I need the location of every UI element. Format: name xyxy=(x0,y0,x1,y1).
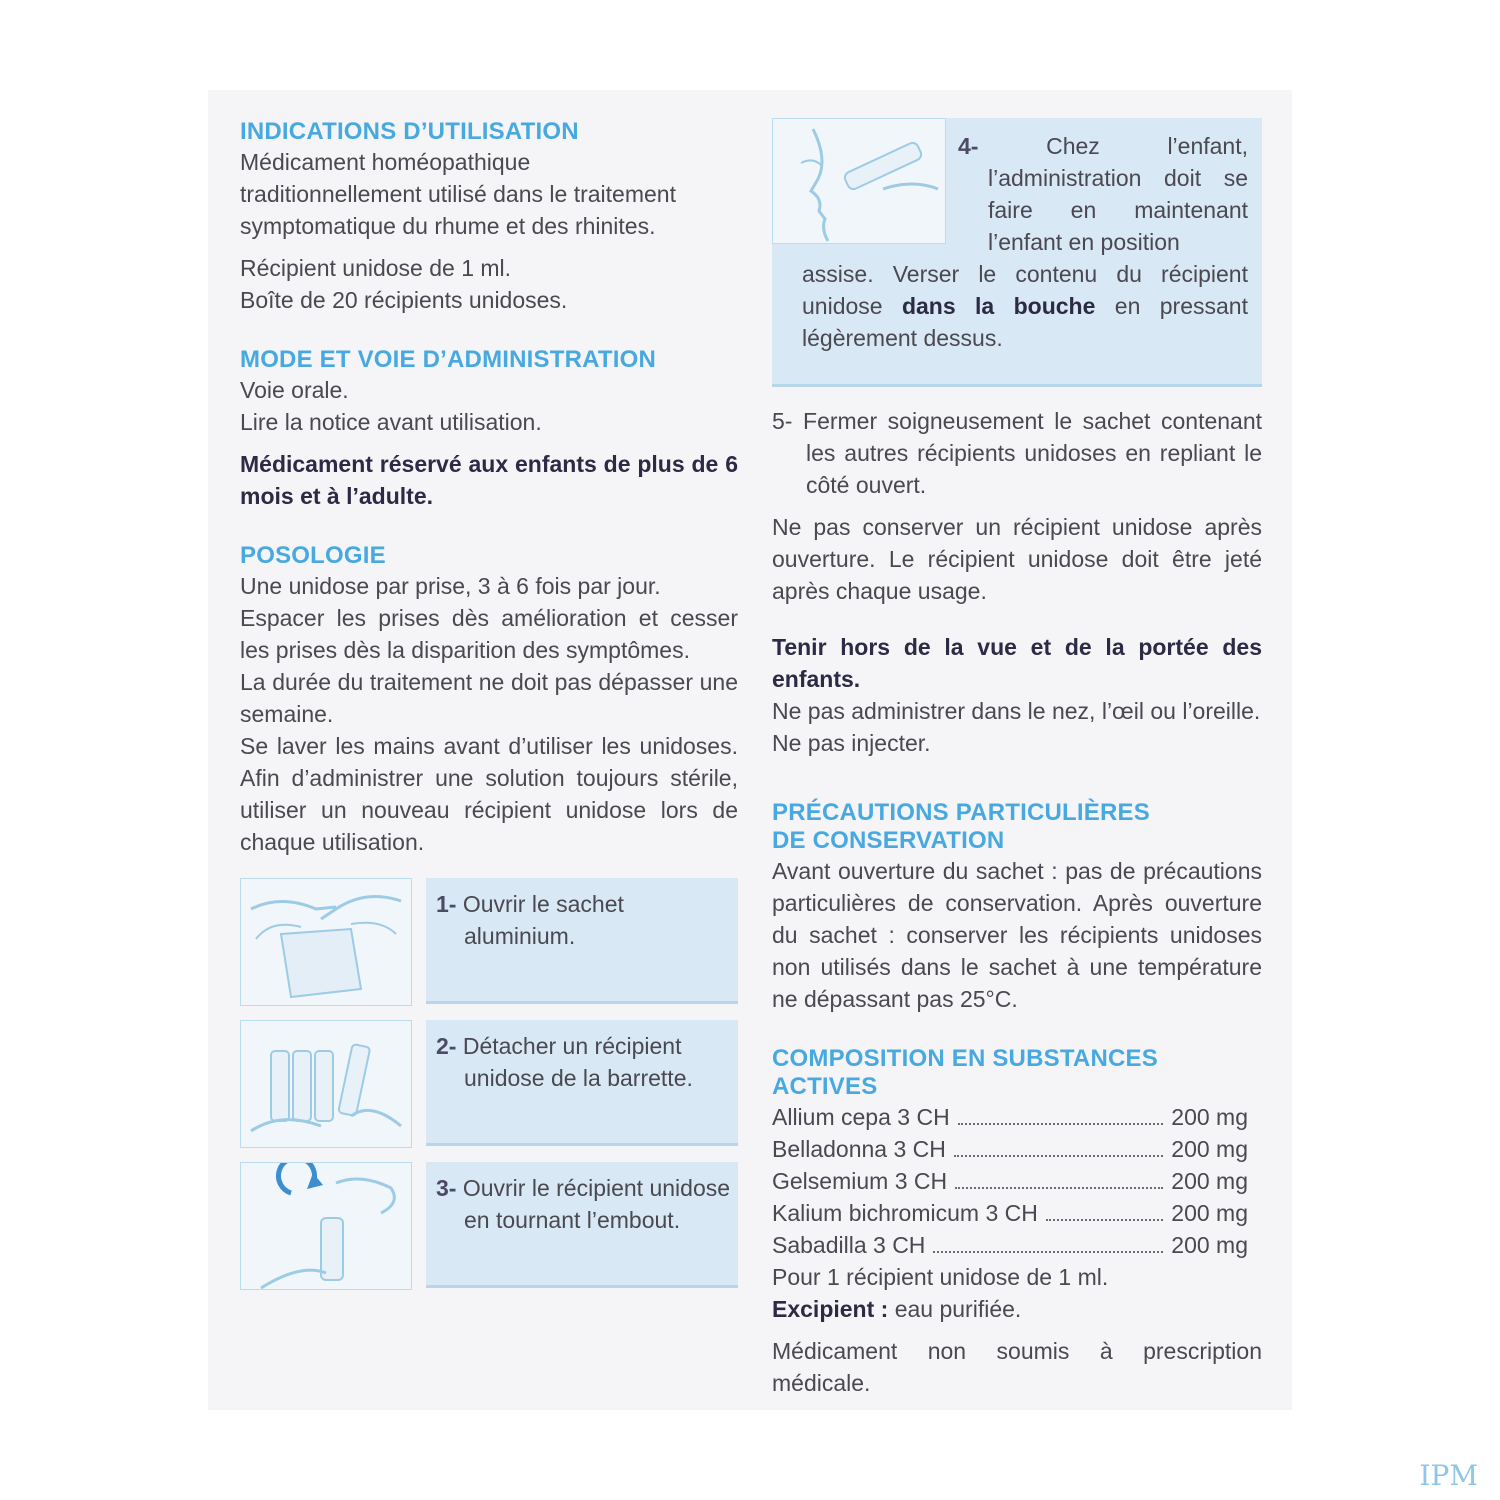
duration-text: La durée du traitement ne doit pas dépasser une semaine. xyxy=(240,669,738,727)
ingredient-row xyxy=(772,1165,1248,1197)
leader-dots xyxy=(1046,1219,1163,1221)
indications-text: Médicament homéopathique traditionnellement utilisé dans le traitement symptomatique du rhume et des rhinites. xyxy=(240,149,676,239)
precautions-heading-2: DE CONSERVATION xyxy=(772,827,1005,854)
step-2-text xyxy=(426,1020,738,1146)
step-5-label: Fermer soigneusement le sachet contenant les autres récipients unidoses en repliant le côté ouvert. xyxy=(803,408,1263,498)
step-1 xyxy=(240,878,738,1006)
ingredient-qty: 200 mg xyxy=(1171,1168,1248,1194)
step-4-cont-b: en pressant légèrement dessus. xyxy=(802,293,1248,351)
ingredient-qty: 200 mg xyxy=(1171,1200,1248,1226)
no-injection: Ne pas injecter. xyxy=(772,730,931,756)
leader-dots xyxy=(958,1123,1164,1125)
step-1-label: Ouvrir le sachet aluminium. xyxy=(462,891,624,949)
ingredient-qty: 200 mg xyxy=(1171,1232,1248,1258)
ingredient-qty: 200 mg xyxy=(1171,1136,1248,1162)
indications-heading: INDICATIONS D’UTILISATION xyxy=(240,118,579,145)
excipient-label: Excipient : xyxy=(772,1296,889,1322)
left-column xyxy=(240,118,738,1304)
dose-text: Une unidose par prise, 3 à 6 fois par jour. xyxy=(240,573,661,599)
route-text: Voie orale. xyxy=(240,377,349,403)
step-2-label: Détacher un récipient unidose de la barrette. xyxy=(462,1033,693,1091)
step-4-cont-bold: dans la bouche xyxy=(901,293,1096,319)
step-4-number: 4- xyxy=(958,133,979,159)
leader-dots xyxy=(933,1251,1163,1253)
read-notice-text: Lire la notice avant utilisation. xyxy=(240,409,542,435)
leader-dots xyxy=(955,1187,1163,1189)
child-dose-illustration xyxy=(772,118,946,244)
step-5 xyxy=(772,405,1262,501)
step-2 xyxy=(240,1020,738,1148)
box-content: Boîte de 20 récipients unidoses. xyxy=(240,287,568,313)
disposal-text: Ne pas conserver un récipient unidose après ouverture. Le récipient unidose doit être jeté après chaque usage. xyxy=(772,514,1262,604)
ingredient-name: Kalium bichromicum 3 CH xyxy=(772,1200,1038,1226)
open-sachet-illustration xyxy=(240,878,412,1006)
hygiene-text: Se laver les mains avant d’utiliser les unidoses. Afin d’administrer une solution toujours stérile, utiliser un nouveau récipient unidose lors de chaque utilisation. xyxy=(240,733,738,855)
excipient-value: eau purifiée. xyxy=(888,1296,1022,1322)
ingredient-name: Gelsemium 3 CH xyxy=(772,1168,948,1194)
twist-cap-illustration xyxy=(240,1162,412,1290)
keep-away-warning: Tenir hors de la vue et de la portée des enfants. xyxy=(772,634,1262,692)
package-panel xyxy=(208,90,1292,1410)
spacing-text: Espacer les prises dès amélioration et cesser les prises dès la disparition des symptômes. xyxy=(240,605,738,663)
right-column xyxy=(772,118,1262,1399)
age-warning: Médicament réservé aux enfants de plus de 6 mois et à l’adulte. xyxy=(240,451,738,509)
ingredient-name: Allium cepa 3 CH xyxy=(772,1104,950,1130)
ipm-watermark-logo: IPM xyxy=(1419,1459,1478,1492)
ingredient-row xyxy=(772,1229,1248,1261)
step-3 xyxy=(240,1162,738,1290)
step-4-label: Chez l’enfant, l’administration doit se faire en maintenant l’enfant en position xyxy=(988,133,1249,255)
step-1-text xyxy=(426,878,738,1004)
ingredient-name: Belladonna 3 CH xyxy=(772,1136,946,1162)
ingredient-row xyxy=(772,1101,1248,1133)
ingredient-row xyxy=(772,1133,1248,1165)
precautions-heading: PRÉCAUTIONS PARTICULIÈRES xyxy=(772,799,1150,826)
step-3-text xyxy=(426,1162,738,1288)
mode-heading: MODE ET VOIE D’ADMINISTRATION xyxy=(240,346,657,373)
ingredient-qty: 200 mg xyxy=(1171,1104,1248,1130)
posologie-heading: POSOLOGIE xyxy=(240,542,386,569)
precautions-text: Avant ouverture du sachet : pas de précautions particulières de conservation. Après ouverture du sachet : conserver les récipients unidoses non utilisés dans le sachet à une température ne dépassant pas 25°C. xyxy=(772,858,1262,1012)
ingredient-row xyxy=(772,1197,1248,1229)
prescription-text: Médicament non soumis à prescription médicale. xyxy=(772,1338,1262,1396)
step-4-cont-a: assise. Verser le contenu du récipient unidose xyxy=(802,261,1248,319)
unidose-volume: Récipient unidose de 1 ml. xyxy=(240,255,512,281)
step-4 xyxy=(772,118,1262,387)
step-2-number: 2- xyxy=(436,1033,457,1059)
composition-heading: COMPOSITION EN SUBSTANCES ACTIVES xyxy=(772,1045,1158,1100)
ingredient-name: Sabadilla 3 CH xyxy=(772,1232,926,1258)
step-4-text xyxy=(958,130,1248,258)
no-nose-eye-ear: Ne pas administrer dans le nez, l’œil ou l’oreille. xyxy=(772,698,1261,724)
leader-dots xyxy=(954,1155,1163,1157)
step-1-number: 1- xyxy=(436,891,457,917)
step-3-number: 3- xyxy=(436,1175,457,1201)
detach-vial-illustration xyxy=(240,1020,412,1148)
per-unidose-text: Pour 1 récipient unidose de 1 ml. xyxy=(772,1264,1109,1290)
ingredient-list xyxy=(772,1101,1262,1261)
step-5-number: 5- xyxy=(772,408,793,434)
step-3-label: Ouvrir le récipient unidose en tournant l’embout. xyxy=(462,1175,731,1233)
step-4-continued xyxy=(802,258,1248,354)
